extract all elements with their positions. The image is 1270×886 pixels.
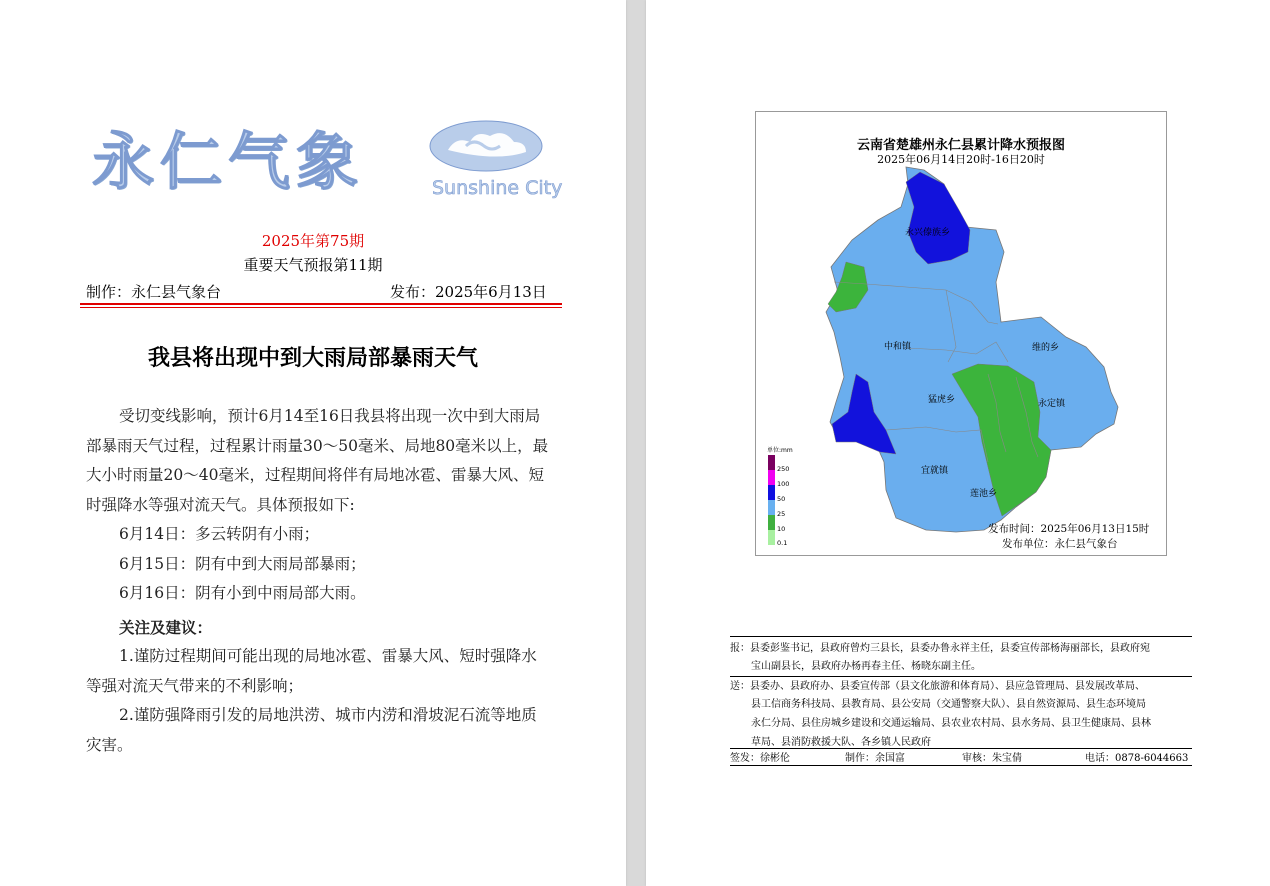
map-publish-unit: 发布单位：永仁县气象台 [1002, 538, 1118, 550]
town-label: 莲池乡 [970, 489, 998, 499]
signed-by: 签发：徐彬伦 [730, 753, 790, 764]
distribution-rule-top [730, 636, 1192, 637]
precipitation-map [755, 111, 1167, 556]
forecast-day-1: 6月14日：多云转阴有小雨； [119, 525, 320, 543]
town-label: 中和镇 [884, 342, 912, 352]
legend-swatch [768, 455, 775, 470]
town-label: 宜就镇 [921, 466, 949, 476]
made-by: 制作：余国富 [845, 753, 905, 764]
advice-2: 2.谨防强降雨引发的局地洪涝、城市内涝和滑坡泥石流等地质灾害。 [86, 706, 537, 754]
advice-title: 关注及建议： [119, 617, 213, 637]
legend-swatch [768, 470, 775, 485]
legend-swatch [768, 530, 775, 545]
county-map [756, 112, 1166, 555]
report-to-line-2: 宝山副县长，县政府办杨再春主任、杨晓东副主任。 [751, 661, 981, 672]
legend-label: 10 [777, 525, 786, 533]
send-to-line-4: 草局、县消防救援大队、各乡镇人民政府 [751, 737, 931, 748]
phone-number: 电话：0878-6044663 [1085, 753, 1189, 764]
sunshine-city-logo [428, 120, 563, 205]
reviewed-by: 审核：朱宝倩 [962, 753, 1022, 764]
map-subtitle: 2025年06月14日20时-16日20时 [877, 153, 1045, 166]
forecast-day-2: 6月15日：阴有中到大雨局部暴雨； [119, 554, 366, 573]
issue-number: 2025年第75期 [261, 232, 365, 250]
legend-swatch [768, 515, 775, 530]
headline: 我县将出现中到大雨局部暴雨天气 [147, 345, 478, 371]
sub-issue-number: 重要天气预报第11期 [243, 256, 383, 274]
article-body [86, 402, 550, 760]
town-label: 永定镇 [1038, 399, 1066, 409]
town-label: 猛虎乡 [928, 395, 956, 405]
county-area [826, 167, 1118, 532]
logo-title: 永仁气象 [92, 125, 365, 198]
maker-label: 制作：永仁县气象台 [86, 283, 222, 301]
page-one [0, 0, 626, 886]
town-label: 永兴傣族乡 [905, 228, 951, 238]
legend-swatch [768, 485, 775, 500]
north-heavy-rain-area [906, 172, 970, 264]
send-to-line-1: 送：县委办、县政府办、县委宣传部（县文化旅游和体育局）、县应急管理局、县发展改革局、 [730, 681, 1145, 692]
legend-label: 100 [777, 480, 790, 488]
logo-sub-text: Sunshine City [432, 177, 563, 199]
legend-swatch [768, 500, 775, 515]
send-to-line-3: 永仁分局、县住房城乡建设和交通运输局、县农业农村局、县水务局、县卫生健康局、县林 [751, 718, 1151, 729]
advice-1: 1.谨防过程期间可能出现的局地冰雹、雷暴大风、短时强降水等强对流天气带来的不利影响； [86, 647, 537, 695]
forecast-day-3: 6月16日：阴有小到中雨局部大雨。 [119, 584, 366, 602]
legend-label: 250 [777, 465, 790, 473]
town-label: 维的乡 [1032, 343, 1060, 353]
report-to-line-1: 报：县委彭鉴书记，县政府曾灼三县长，县委办鲁永祥主任，县委宣传部杨海丽部长，县政府宛 [730, 643, 1150, 654]
publish-date: 发布：2025年6月13日 [390, 283, 547, 301]
map-title: 云南省楚雄州永仁县累计降水预报图 [856, 138, 1065, 153]
map-publish-time: 发布时间：2025年06月13日15时 [988, 523, 1150, 535]
distribution-rule-end [730, 765, 1192, 766]
intro-paragraph: 受切变线影响，预计6月14至16日我县将出现一次中到大雨局部暴雨天气过程，过程累计雨量30～50毫米、局地80毫米以上，最大小时雨量20～40毫米，过程期间将伴有局地冰雹、雷暴大风、短时强降水等强对流天气。具体预报如下: [86, 407, 549, 514]
legend-label: 25 [777, 510, 786, 518]
header-rule-top [80, 303, 562, 305]
legend-label: 50 [777, 495, 786, 503]
header-rule-bottom [80, 307, 562, 308]
legend-label: 0.1 [777, 539, 788, 547]
send-to-line-2: 县工信商务科技局、县教育局、县公安局（交通警察大队）、县自然资源局、县生态环境局 [751, 699, 1146, 710]
legend-title: 单位:mm [767, 447, 793, 454]
